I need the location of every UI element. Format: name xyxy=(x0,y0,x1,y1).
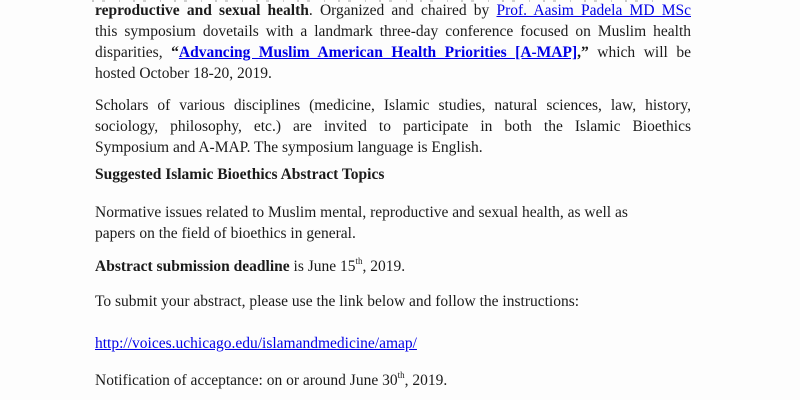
body-text: Notification of acceptance: on or around June 30 xyxy=(95,372,398,389)
text-line: hosted October 18-20, 2019. xyxy=(95,65,272,82)
text-line: Scholars of various disciplines (medicine, Islamic studies, natural sciences, law, history, xyxy=(95,97,691,114)
body-text: which will be xyxy=(588,44,691,61)
paragraph-notification-date xyxy=(95,370,691,391)
text-line xyxy=(95,42,691,63)
paragraph-scholars-invitation xyxy=(95,95,691,158)
paragraph-submit-instructions: To submit your abstract, please use the link below and follow the instructions: xyxy=(95,293,580,310)
text-line xyxy=(95,370,691,391)
bold-text: reproductive and sexual health xyxy=(95,2,309,19)
text-line: sociology, philosophy, etc.) are invited to participate in both the Islamic Bioethics xyxy=(95,118,691,135)
amap-link[interactable]: Advancing Muslim American Health Priorities [A-MAP] xyxy=(178,44,578,61)
paragraph-submission-deadline xyxy=(95,256,691,277)
bold-text: Abstract submission deadline xyxy=(95,258,290,275)
body-text: disparities, xyxy=(95,44,172,61)
body-text: , 2019. xyxy=(362,258,406,275)
text-line: Normative issues related to Muslim mental, reproductive and sexual health, as well as xyxy=(95,204,628,221)
ordinal-superscript: th xyxy=(355,255,363,266)
text-line xyxy=(95,256,691,277)
ordinal-superscript: th xyxy=(397,369,405,380)
paragraph-submission-url xyxy=(95,333,691,354)
body-text: is June 15 xyxy=(289,258,356,275)
close-quote: ,” xyxy=(577,44,589,61)
text-line xyxy=(95,0,691,21)
chair-link[interactable]: Prof. Aasim Padela MD MSc xyxy=(496,2,691,19)
body-text: , 2019. xyxy=(404,372,448,389)
submission-url-link[interactable]: http://voices.uchicago.edu/islamandmedicine/amap/ xyxy=(95,335,417,352)
text-line: papers on the field of bioethics in general. xyxy=(95,225,356,242)
section-heading-abstract-topics: Suggested Islamic Bioethics Abstract Topics xyxy=(95,166,385,183)
paragraph-symposium-intro xyxy=(95,0,691,84)
text-line: this symposium dovetails with a landmark three-day conference focused on Muslim health xyxy=(95,23,691,40)
open-quote: “ xyxy=(171,44,179,61)
body-text: . Organized and chaired by xyxy=(308,2,497,19)
text-line: Symposium and A-MAP. The symposium language is English. xyxy=(95,139,483,156)
paragraph-topics-description xyxy=(95,202,691,244)
